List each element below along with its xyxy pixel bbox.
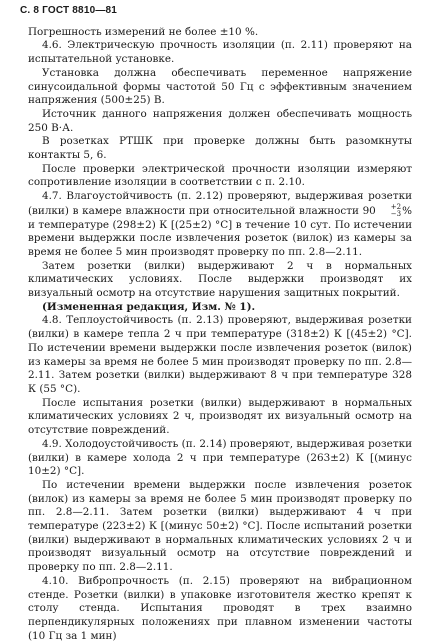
paragraph: 4.8. Теплоустойчивость (п. 2.13) проверяют, выдерживая розетки (вилки) в камере тепла 2 ч при температуре (318±2) К [(45±2) °С]. По истечении времени выдержки после извлечения розеток (вилок) из камеры за время не более 5 мин производят проверку по пп. 2.8—2.11. Затем розетки (вилки) выдерживают 8 ч при температуре 328 К (55 °С). [28, 314, 412, 395]
paragraph: 4.6. Электрическую прочность изоляции (п. 2.11) проверяют на испытательной установке. [28, 39, 412, 66]
paragraph-text: % и температуре (298±2) К [(25±2) °С] в течение 10 сут. По истечении времени выдержки после извлечения розеток (вилок) из камеры за время не более 5 мин производят проверку по пп. 2.8—2.11. [28, 204, 412, 258]
paragraph: 4.10. Вибропрочность (п. 2.15) проверяют на вибрационном стенде. Розетки (вилки) в упаковке изготовителя жестко крепят к столу стенда. Испытания проводят в трех взаимно перпендикулярных положениях при плавном изменении частоты (10 Гц за 1 мин) [28, 574, 412, 642]
page-header: С. 8 ГОСТ 8810—81 [20, 5, 118, 16]
tolerance-lower: −3 [390, 209, 402, 218]
paragraph: Установка должна обеспечивать переменное напряжение синусоидальной формы частотой 50 Гц с эффективным значением напряжения (500±25) В. [28, 66, 412, 107]
paragraph: После проверки электрической прочности изоляции измеряют сопротивление изоляции в соответствии с п. 2.10. [28, 162, 412, 189]
paragraph: Источник данного напряжения должен обеспечивать мощность 250 В·А. [28, 107, 412, 134]
humidity-tolerance [377, 204, 401, 218]
paragraph: По истечении времени выдержки после извлечения розеток (вилок) из камеры за время не более 5 мин производят проверку по пп. 2.8—2.11. Затем розетки (вилки) выдерживают 4 ч при температуре (223±2) К [(минус 50±2) °С]. После испытаний розетки (вилки) выдерживают в нормальных климатических условиях 2 ч и производят визуальный осмотр на отсутствие повреждений и проверку по пп. 2.8—2.11. [28, 478, 412, 574]
paragraph: В розетках РТШК при проверке должны быть разомкнуты контакты 5, 6. [28, 135, 412, 162]
paragraph: 4.9. Холодоустойчивость (п. 2.14) проверяют, выдерживая розетки (вилки) в камере холода 2 ч при температуре (263±2) К [(минус 10±2) °С]. [28, 437, 412, 478]
paragraph: После испытания розетки (вилки) выдерживают в нормальных климатических условиях 2 ч, производят их визуальный осмотр на отсутствие повреждений. [28, 396, 412, 437]
paragraph: Затем розетки (вилки) выдерживают 2 ч в нормальных климатических условиях. После выдержки производят их визуальный осмотр на отсутствие нарушения защитных покрытий. [28, 259, 412, 300]
tolerance-upper: +2 [390, 202, 402, 211]
paragraph: Погрешность измерений не более ±10 %. [28, 25, 259, 38]
paragraph-text: 4.7. Влагоустойчивость (п. 2.12) проверяют, выдерживая розетки (вилки) в камере влажности при относительной влажности 90 [28, 190, 412, 217]
amendment-note: (Измененная редакция, Изм. № 1). [42, 300, 256, 313]
paragraph-humidity [28, 190, 412, 260]
